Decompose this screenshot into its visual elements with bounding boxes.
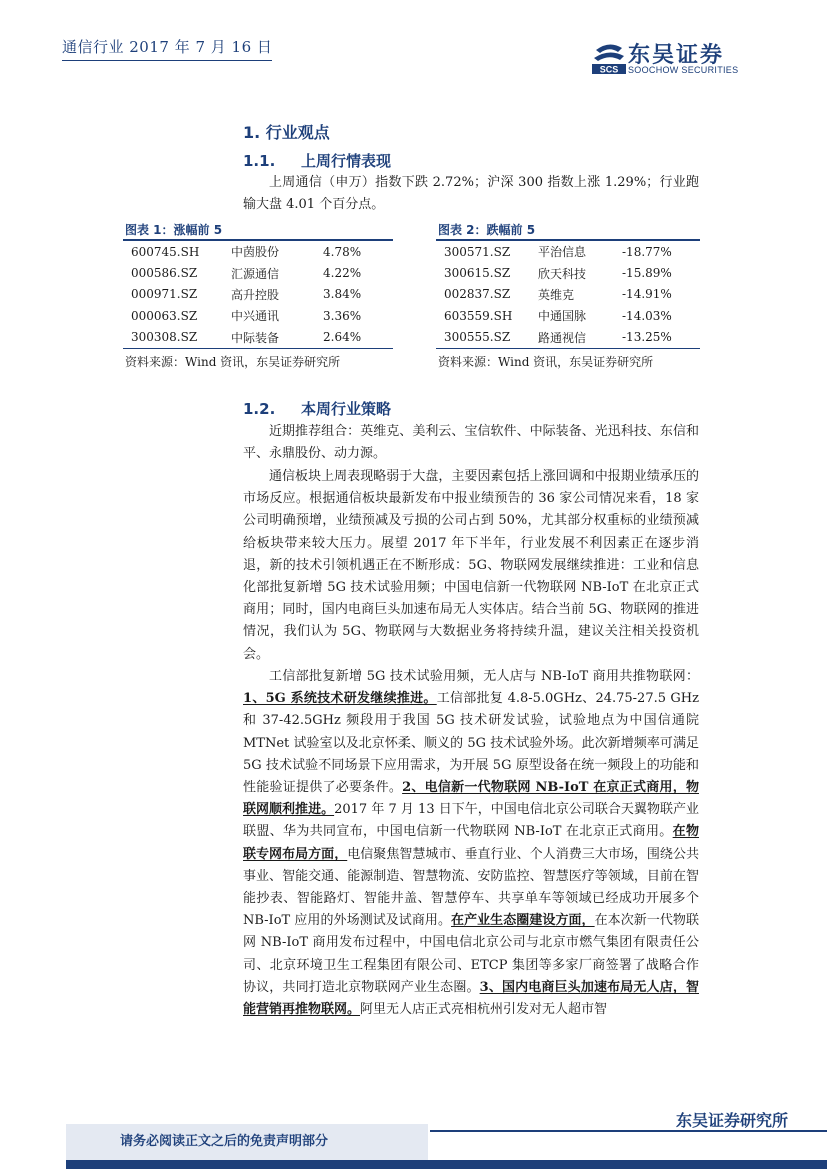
table-row: [436, 327, 700, 349]
stock-name: 平治信息: [538, 245, 587, 260]
point-2-heading: 2、电信新一代物联网 NB-IoT 在京正式商用，物联网顺利推进。: [243, 780, 699, 818]
table-row: [123, 284, 393, 305]
stock-code: 000063.SZ: [131, 308, 198, 323]
report-header-date: 通信行业 2017 年 7 月 16 日: [62, 36, 272, 61]
stock-code: 000586.SZ: [131, 266, 198, 281]
stock-code: 000971.SZ: [131, 287, 198, 302]
point-3-heading: 3、国内电商巨头加速布局无人店，智能营销再推物联网。: [243, 979, 699, 1018]
stock-name: 汇源通信: [231, 266, 280, 281]
stock-code: 603559.SH: [444, 308, 513, 323]
stock-code: 300571.SZ: [444, 244, 511, 259]
market-summary-paragraph: 上周通信（申万）指数下跌 2.72%；沪深 300 指数上涨 1.29%；行业跑输大盘 4.01 个百分点。: [243, 175, 699, 213]
table-2-title: 图表 2：跌幅前 5: [436, 221, 700, 241]
table-row: [436, 241, 700, 262]
logo-en-text: SOOCHOW SECURITIES: [628, 65, 739, 75]
scs-logo-icon: [592, 38, 626, 76]
stock-name: 中通国脉: [538, 309, 587, 324]
stock-change: -14.03%: [622, 308, 672, 323]
stock-name: 欣天科技: [538, 266, 587, 281]
table-1-source: 资料来源：Wind 资讯，东吴证券研究所: [125, 354, 341, 369]
disclaimer-notice: 请务必阅读正文之后的免责声明部分: [120, 1134, 329, 1149]
company-logo: [592, 38, 764, 78]
table-2-source: 资料来源：Wind 资讯，东吴证券研究所: [438, 354, 654, 369]
table-row: [123, 305, 393, 326]
section-1-title: 1. 行业观点: [243, 123, 330, 142]
stock-change: 4.78%: [323, 244, 362, 259]
ecosystem-heading: 在产业生态圈建设方面，: [451, 913, 595, 929]
recommended-portfolio-paragraph: 近期推荐组合：英维克、美利云、宝信软件、中际装备、光迅科技、东信和平、永鼎股份、动力源。: [243, 424, 699, 462]
point-1-heading: 1、5G 系统技术研发继续推进。: [243, 691, 437, 707]
stock-code: 300308.SZ: [131, 330, 198, 345]
section-1-2-heading: [243, 398, 391, 419]
section-1-1-title: 上周行情表现: [301, 152, 392, 170]
logo-mark-text: SCS: [599, 64, 619, 75]
stock-code: 300555.SZ: [444, 330, 511, 345]
section-1-2-title: 本周行业策略: [301, 400, 392, 418]
sector-outlook-paragraph: 通信板块上周表现略弱于大盘，主要因素包括上涨回调和中报期业绩承压的市场反应。根据通信板块最新发布中报业绩预告的 36 家公司情况来看，18 家公司明确预增，业绩预减及亏损的公司占到 50%，尤其部分权重标的业绩预减给板块带来较大压力。展望 2017 年下半年，行业发展不利因素正在逐步消退，新的技术引领机遇正在不断形成：5G、物联网发展继续推进：工业和信息化部批复新增 5G 技术试验用频；中国电信新一代物联网 NB-IoT 在北京正式商用；同时，国内电商巨头加速布局无人实体店。结合当前 5G、物联网的推进情况，我们认为 5G、物联网与大数据业务将持续升温，建议关注相关投资机会。: [243, 469, 699, 662]
section-1-1-number: 1.1.: [243, 152, 276, 170]
stock-change: -18.77%: [622, 244, 672, 259]
stock-name: 英维克: [538, 287, 575, 302]
stock-change: 3.36%: [323, 308, 362, 323]
table-row: [436, 262, 700, 283]
stock-change: 3.84%: [323, 287, 362, 302]
stock-change: -14.91%: [622, 287, 672, 302]
top-losers-table: [436, 221, 700, 370]
stock-code: 600745.SH: [131, 244, 200, 259]
iot-5g-paragraph: 工信部批复新增 5G 技术试验用频，无人店与 NB-IoT 商用共推物联网：1、5G 系统技术研发继续推进。工信部批复 4.8-5.0GHz、24.75-27.5 GHz 和 37-42.5GHz 频段用于我国 5G 技术研发试验，试验地点为中国信通院 MTNet 试验室以及北京怀柔、顺义的 5G 技术试验外场。此次新增频率可满足 5G 技术试验不同场景下应用需求，为开展 5G 原型设备在统一频段上的功能和性能验证提供了必要条件。2、电信新一代物联网 NB-IoT 在京正式商用，物联网顺利推进。2017 年 7 月 13 日下午，中国电信北京公司联合天翼物联产业联盟、华为共同宣布，中国电信新一代物联网 NB-IoT 在北京正式商用。在物联专网布局方面，电信聚焦智慧城市、垂直行业、个人消费三大市场，围绕公共事业、智能交通、能源制造、智慧物流、安防监控、智慧医疗等领域，目前在智能抄表、智能路灯、智能井盖、智慧停车、共享单车等领域已经成功开展多个 NB-IoT 应用的外场测试及试商用。在产业生态圈建设方面，在本次新一代物联网 NB-IoT 商用发布过程中，中国电信北京公司与北京市燃气集团有限责任公司、北京环境卫生工程集团有限公司、ETCP 集团等多家厂商签署了战略合作协议，共同打造北京物联网产业生态圈。3、国内电商巨头加速布局无人店，智能营销再推物联网。阿里无人店正式亮相杭州引发对无人超市智: [243, 669, 699, 1018]
stock-name: 中茵股份: [231, 245, 280, 260]
section-1-1-heading: [243, 150, 391, 171]
stock-name: 高升控股: [231, 287, 280, 302]
stock-name: 路通视信: [538, 330, 587, 345]
footer-band-dark: [66, 1160, 827, 1169]
section-1-2-number: 1.2.: [243, 400, 276, 418]
stock-code: 002837.SZ: [444, 287, 511, 302]
stock-name: 中际装备: [231, 330, 280, 345]
logo-cn-text: 东吴证券: [628, 43, 725, 68]
table-row: [123, 241, 393, 262]
iot-network-heading: 在物联专网布局方面，: [243, 824, 699, 862]
table-1-title: 图表 1：涨幅前 5: [123, 221, 393, 241]
stock-change: 2.64%: [323, 330, 362, 345]
research-institute-name: 东吴证券研究所: [676, 1111, 789, 1130]
table-row: [436, 305, 700, 326]
stock-name: 中兴通讯: [231, 309, 280, 324]
table-row: [436, 284, 700, 305]
stock-change: -13.25%: [622, 330, 672, 345]
stock-code: 300615.SZ: [444, 266, 511, 281]
table-row: [123, 262, 393, 283]
table-row: [123, 327, 393, 349]
top-gainers-table: [123, 221, 393, 370]
stock-change: 4.22%: [323, 266, 362, 281]
stock-change: -15.89%: [622, 266, 672, 281]
